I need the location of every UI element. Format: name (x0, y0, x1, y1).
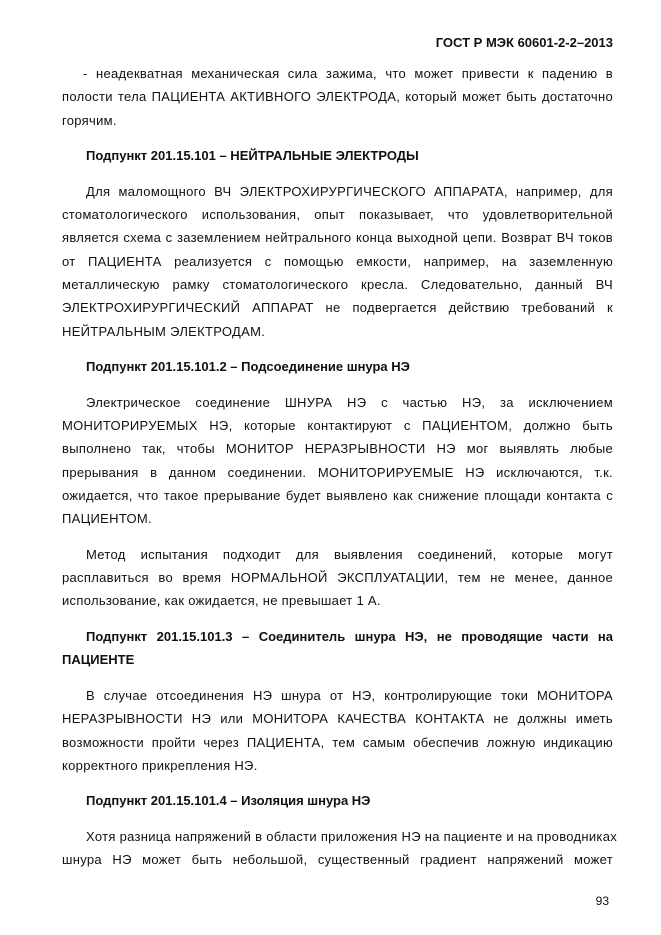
text-line: ПАЦИЕНТЕ (62, 652, 135, 668)
text-line: полости тела ПАЦИЕНТА АКТИВНОГО ЭЛЕКТРОДА, который может быть достаточно (62, 89, 613, 105)
text-line: Подпункт 201.15.101 – НЕЙТРАЛЬНЫЕ ЭЛЕКТРОДЫ (86, 148, 419, 164)
section-heading (62, 789, 613, 812)
text-line: использование, как ожидается, не превышает 1 А. (62, 593, 381, 609)
paragraph (62, 684, 613, 777)
paragraph (62, 825, 618, 872)
text-line: расплавиться во время НОРМАЛЬНОЙ ЭКСПЛУАТАЦИИ, тем не менее, данное (62, 570, 613, 586)
bullet-item (62, 62, 613, 132)
section-heading (62, 144, 613, 167)
text-line: горячим. (62, 112, 117, 128)
document-body (62, 62, 618, 884)
text-line: НЕРАЗРЫВНОСТИ НЭ или МОНИТОРА КАЧЕСТВА КОНТАКТА не должны иметь (62, 711, 613, 727)
text-line: Метод испытания подходит для выявления соединений, которые могут (86, 546, 613, 562)
section-heading (62, 625, 613, 672)
text-line: возможности пройти через ПАЦИЕНТА, тем самым обеспечив ложную индикацию (62, 734, 613, 750)
text-line: В случае отсоединения НЭ шнура от НЭ, контролирующие токи МОНИТОРА (86, 687, 613, 703)
text-line: Электрическое соединение ШНУРА НЭ с частью НЭ, за исключением (86, 394, 613, 410)
paragraph (62, 180, 613, 343)
page-number: 93 (595, 894, 609, 908)
text-line: ожидается, что такое прерывание будет выявлено как снижение площади контакта с (62, 487, 613, 503)
text-line: металлическую рамку стоматологического кресла. Следовательно, данный ВЧ (62, 276, 613, 292)
text-line: ЭЛЕКТРОХИРУРГИЧЕСКИЙ АППАРАТ не подвергается действию требований к (62, 300, 613, 316)
text-line: МОНИТОРИРУЕМЫХ НЭ, которые контактируют с ПАЦИЕНТОМ, должно быть (62, 418, 613, 434)
text-line: НЕЙТРАЛЬНЫМ ЭЛЕКТРОДАМ. (62, 323, 266, 339)
text-line: прерывания в данном соединении. МОНИТОРИРУЕМЫЕ НЭ исключаются, т.к. (62, 464, 613, 480)
text-line: стоматологического использования, опыт показывает, что удовлетворительной (62, 207, 613, 223)
text-line: корректного прикрепления НЭ. (62, 757, 258, 773)
paragraph (62, 391, 613, 531)
text-line: от ПАЦИЕНТА реализуется с помощью емкости, например, на заземленную (62, 253, 613, 269)
paragraph (62, 543, 613, 613)
text-line: является схема с заземлением нейтрального конца выходной цепи. Возврат ВЧ токов (62, 230, 613, 246)
text-line: выполнено так, чтобы МОНИТОР НЕРАЗРЫВНОСТИ НЭ мог выявлять любые (62, 441, 613, 457)
text-line: Подпункт 201.15.101.3 – Соединитель шнура НЭ, не проводящие части на (86, 629, 613, 645)
text-line: Хотя разница напряжений в области приложения НЭ на пациенте и на проводниках (86, 828, 618, 844)
section-heading (62, 355, 613, 378)
text-line: Подпункт 201.15.101.2 – Подсоединение шнура НЭ (86, 359, 410, 375)
text-line: шнура НЭ может быть небольшой, существенный градиент напряжений может (62, 852, 613, 868)
text-line: Для маломощного ВЧ ЭЛЕКТРОХИРУРГИЧЕСКОГО АППАРАТА, например, для (86, 183, 613, 199)
text-line: Подпункт 201.15.101.4 – Изоляция шнура НЭ (86, 793, 371, 809)
text-line: ПАЦИЕНТОМ. (62, 511, 152, 527)
text-line: - неадекватная механическая сила зажима, что может привести к падению в (83, 66, 613, 81)
document-header: ГОСТ Р МЭК 60601-2-2–2013 (435, 35, 613, 50)
